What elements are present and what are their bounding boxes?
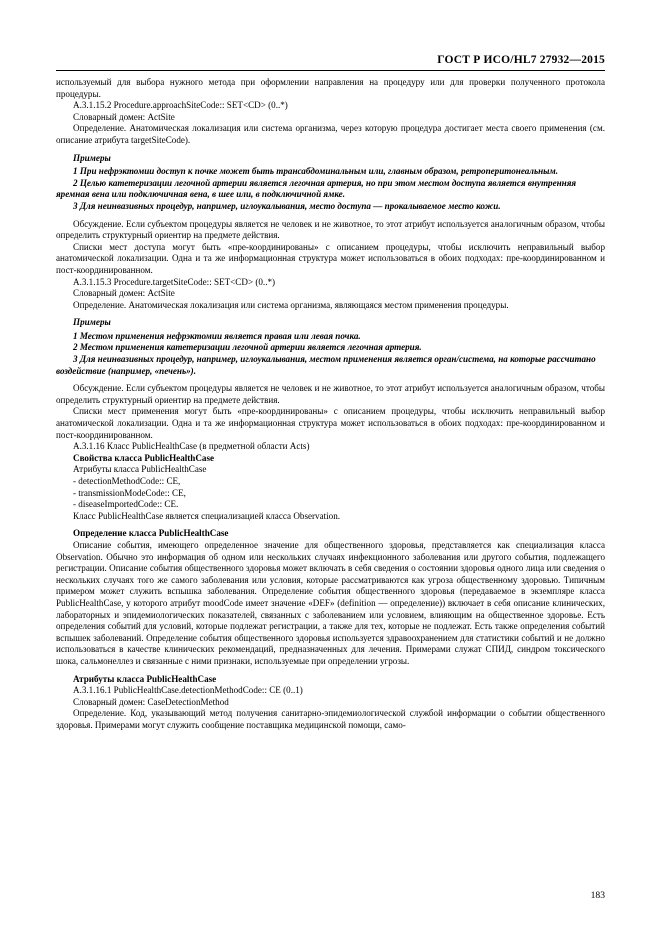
paragraph: A.3.1.15.2 Procedure.approachSiteCode:: SET<CD> (0..*) (73, 100, 288, 111)
paragraph: Обсуждение. Если субъектом процедуры является не человек и не животное, то этот атрибут используется аналогичным образом, чтобы определить структурный ориентир на предмете действия. (56, 383, 605, 405)
page-header: ГОСТ Р ИСО/HL7 27932—2015 (56, 54, 605, 71)
example-item: 2 Целью катетеризации легочной артерии является легочная артерия, но при этом местом доступа является внутренняя яремная вена или подключичная вена, в шее или, в подключичной ямке. (56, 177, 577, 200)
paragraph: Списки мест применения могут быть «пре-координированы» с описанием процедуры, чтобы исключить неправильный выбор анатомической локализации. Одна и та же информационная структура может использоваться в обоих подходах: пре-координированном и пост-координированном. (56, 406, 605, 440)
paragraph: Атрибуты класса PublicHealthCase (73, 464, 207, 475)
page-number: 183 (590, 890, 605, 901)
example-item: 3 Для неинвазивных процедур, например, иглоукалывания, местом применения является орган/система, на которые рассчитано воздействие (например, «печень»). (56, 354, 596, 376)
paragraph: используемый для выбора нужного метода при оформлении направления на процедуру или для проверки полученного протокола процедуры. (56, 77, 605, 99)
example-item: 1 При нефрэктомии доступ к почке может быть трансабдоминальным или, главным образом, ретроперитонеальным. (73, 166, 558, 177)
section-heading: Атрибуты класса PublicHealthCase (73, 673, 217, 684)
paragraph: Определение. Код, указывающий метод получения санитарно-эпидемиологической службой информации о событии общественного здоровья. Примерами могут служить сообщение поставщика медицинской помощи, само- (56, 708, 605, 730)
paragraph: Класс PublicHealthCase является специализацией класса Observation. (73, 510, 341, 521)
paragraph: Словарный домен: ActSite (73, 288, 175, 299)
document-body (56, 77, 605, 731)
examples-heading: Примеры (73, 317, 111, 328)
paragraph: Словарный домен: CaseDetectionMethod (73, 696, 229, 707)
example-item: 2 Местом применения катетеризации легочной артерии является легочная артерия. (73, 342, 422, 353)
paragraph: A.3.1.15.3 Procedure.targetSiteCode:: SET<CD> (0..*) (73, 276, 276, 287)
list-item: - transmissionModeCode:: CE, (73, 487, 186, 498)
list-item: - detectionMethodCode:: CE, (73, 476, 181, 486)
paragraph: Определение. Анатомическая локализация или система организма, являющаяся местом применения процедуры. (73, 299, 509, 310)
examples-heading: Примеры (73, 152, 111, 163)
paragraph: Определение. Анатомическая локализация или система организма, через которую процедура достигает места своего применения (см. описание атрибута targetSiteCode). (56, 123, 605, 145)
list-item: - diseaseImportedCode:: CE. (73, 499, 179, 510)
example-item: 1 Местом применения нефрэктомии является правая или левая почка. (73, 330, 361, 341)
section-heading: Определение класса PublicHealthCase (73, 528, 229, 539)
section-heading: Свойства класса PublicHealthCase (73, 452, 215, 463)
paragraph: Словарный домен: ActSite (73, 111, 175, 122)
example-item: 3 Для неинвазивных процедур, например, иглоукалывания, место доступа — прокалываемое место кожи. (73, 200, 501, 211)
paragraph: Списки мест доступа могут быть «пре-координированы» с описанием процедуры, чтобы исключить неправильный выбор анатомической локализации. Одна и та же информационная структура может использоваться в обоих подходах: пре-координированном и пост-координированном. (56, 241, 605, 275)
paragraph: Обсуждение. Если субъектом процедуры является не человек и не животное, то этот атрибут используется аналогичным образом, чтобы определить структурный ориентир на предмете действия. (56, 218, 605, 241)
paragraph: A.3.1.16 Класс PublicHealthCase (в предметной области Acts) (73, 441, 310, 452)
paragraph: A.3.1.16.1 PublicHealthCase.detectionMethodCode:: CE (0..1) (73, 685, 303, 696)
paragraph: Описание события, имеющего определенное значение для общественного здоровья, представляется как специализация класса Observation. Обычно это информация об одном или нескольких случаях инфекционного заболевания или другого события, подлежащего регистрации. Описание события общественного здоровья может включать в себя сведения о состоянии здоровья одного лица или сведения о нескольких случаях того же самого заболевания или условия, которые рассматриваются как угроза общественному здоровью. Типичным примером может служить вспышка заболевания. Определение события общественного здоровья (передаваемое в экземпляре класса PublicHealthCase, у которого атрибут moodCode имеет значение «DEF» (definition — определение)) включает в себя описание клинических, лабораторных и эпидемиологических показателей, связанных с заболеванием или условием, влияющим на общественное здоровье. Есть определения событий для условий, которые подлежат регистрации, а также для тех, которые не подлежат. Есть также определения событий вспышек заболеваний. Определение события общественного здоровья используется здравоохранением для статистики событий и не должно использоваться в качестве клинических рекомендаций, предназначенных для лечения. Примерами служат СПИД, синдром токсического шока, сальмонеллез и связанные с ними признаки, используемые при определении угрозы. (56, 539, 605, 666)
